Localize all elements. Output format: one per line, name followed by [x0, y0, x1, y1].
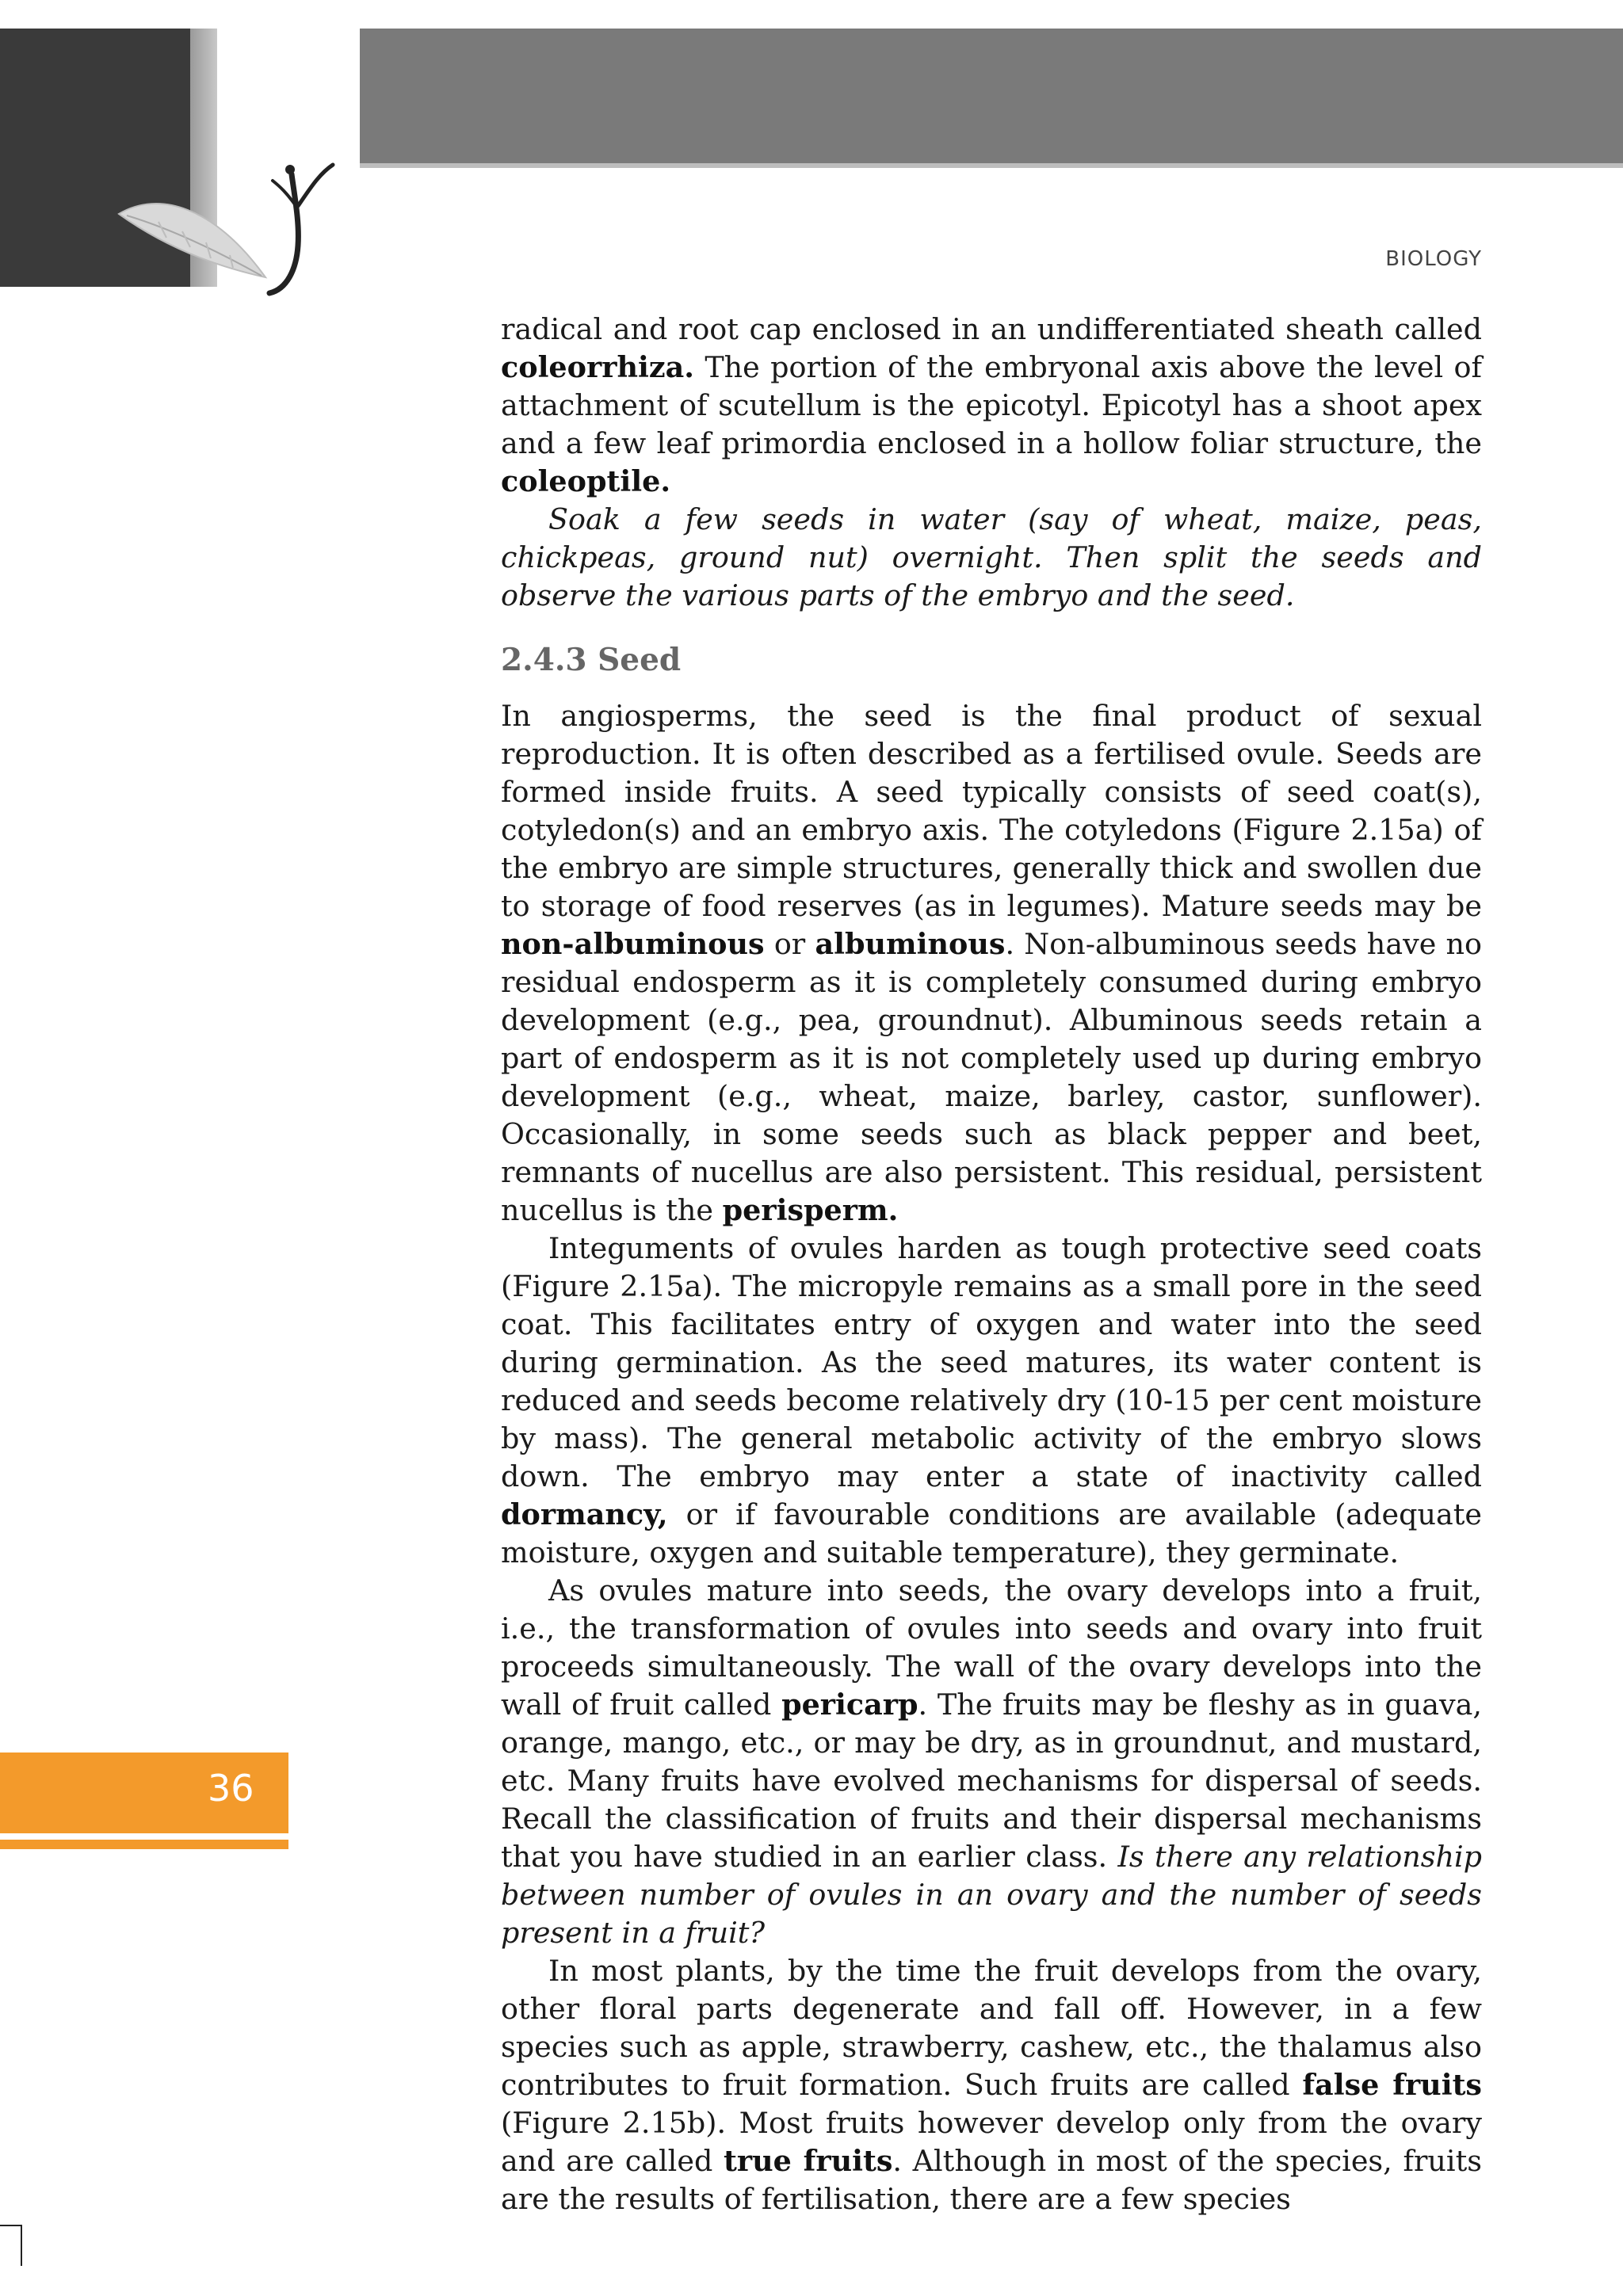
- running-header-subject: BIOLOGY: [1385, 247, 1482, 271]
- question-italic: Is there any relationship between number of ovules in an ovary and the number of seeds present in a fruit?: [501, 1840, 1482, 1950]
- paragraph: In angiosperms, the seed is the final product of sexual reproduction. It is often described as a fertilised ovule. Seeds are formed inside fruits. A seed typically consists of seed coat(s), cotyledon(s) and an embryo axis. The cotyledons (Figure 2.15a) of the embryo are simple structures, generally thick and swollen due to storage of food reserves (as in legumes). Mature seeds may be non-albuminous or albuminous. Non-albuminous seeds have no residual endosperm as it is completely consumed during embryo development (e.g., pea, groundnut). Albuminous seeds retain a part of endosperm as it is not completely used up during embryo development (e.g., wheat, maize, barley, castor, sunflower). Occasionally, in some seeds such as black pepper and beet, remnants of nucellus are also persistent. This residual, persistent nucellus is the perisperm.: [501, 699, 1482, 1227]
- page-number: 36: [208, 1767, 254, 1810]
- term-pericarp: pericarp: [781, 1688, 918, 1722]
- activity-instruction: Soak a few seeds in water (say of wheat, maize, peas, chickpeas, ground nut) overnight. Then split the seeds and observe the various parts of the embryo and the seed.: [501, 502, 1482, 612]
- term-albuminous: albuminous: [815, 927, 1006, 961]
- section-heading: 2.4.3 Seed: [501, 642, 682, 678]
- term-coleoptile: coleoptile.: [501, 464, 671, 498]
- paragraph: In most plants, by the time the fruit develops from the ovary, other floral parts degenerate and fall off. However, in a few species such as apple, strawberry, cashew, etc., the thalamus also contributes to fruit formation. Such fruits are called false fruits (Figure 2.15b). Most fruits however develop only from the ovary and are called true fruits. Although in most of the species, fruits are the results of fertilisation, there are a few species: [501, 1954, 1482, 2216]
- term-non-albuminous: non-albuminous: [501, 927, 765, 961]
- header-band-edge: [360, 163, 1623, 168]
- paragraph: Integuments of ovules harden as tough protective seed coats (Figure 2.15a). The micropyle remains as a small pore in the seed coat. This facilitates entry of oxygen and water into the seed during germination. As the seed matures, its water content is reduced and seeds become relatively dry (10-15 per cent moisture by mass). The general metabolic activity of the embryo slows down. The embryo may enter a state of inactivity called dormancy, or if favourable conditions are available (adequate moisture, oxygen and suitable temperature), they germinate.: [501, 1231, 1482, 1569]
- leaf-figure-logo-icon: [111, 158, 349, 301]
- page-number-tab-underline: [0, 1840, 288, 1849]
- paragraph: radical and root cap enclosed in an undifferentiated sheath called coleorrhiza. The portion of the embryonal axis above the level of attachment of scutellum is the epicotyl. Epicotyl has a shoot apex and a few leaf primordia enclosed in a hollow foliar structure, the coleoptile.: [501, 312, 1482, 498]
- crop-mark-bottom-left-v: [21, 2225, 22, 2266]
- crop-mark-bottom-left-h: [0, 2225, 21, 2226]
- term-true-fruits: true fruits: [724, 2144, 893, 2178]
- term-false-fruits: false fruits: [1302, 2068, 1482, 2102]
- term-dormancy: dormancy,: [501, 1497, 668, 1531]
- paragraph: As ovules mature into seeds, the ovary develops into a fruit, i.e., the transformation of ovules into seeds and ovary into fruit proceeds simultaneously. The wall of the ovary develops into the wall of fruit called pericarp. The fruits may be fleshy as in guava, orange, mango, etc., or may be dry, as in groundnut, and mustard, etc. Many fruits have evolved mechanisms for dispersal of seeds. Recall the classification of fruits and their dispersal mechanisms that you have studied in an earlier class. Is there any relationship between number of ovules in an ovary and the number of seeds present in a fruit?: [501, 1573, 1482, 1950]
- header-band: [360, 29, 1623, 168]
- term-coleorrhiza: coleorrhiza.: [501, 350, 694, 384]
- term-perisperm: perisperm.: [722, 1193, 899, 1227]
- body-text: [501, 311, 1482, 2218]
